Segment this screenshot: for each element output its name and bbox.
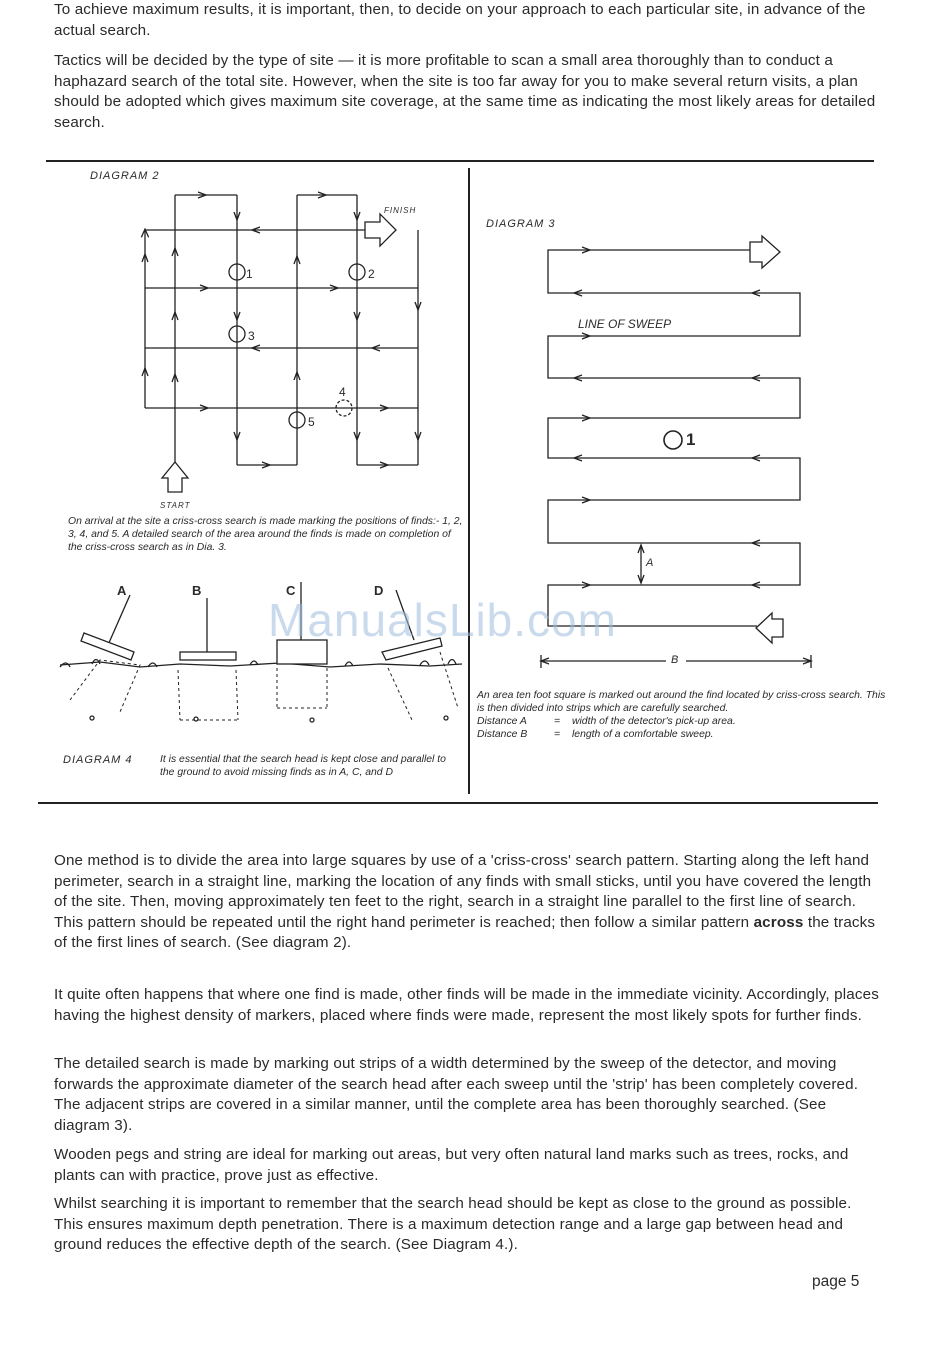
diagram-2-label: DIAGRAM 2 xyxy=(90,170,160,182)
body-paragraph-detailed-search: The detailed search is made by marking out strips of a width determined by the sweep of the detector, and moving forwards the approximate diameter of the search head after each sweep until the 'strip' has been completely covered. The adjacent strips are covered in a similar manner, until the complete area has been thoroughly searched. (See diagram 3). xyxy=(54,1055,859,1134)
intro-paragraph-2: Tactics will be decided by the type of site — it is more profitable to scan a small area thoroughly than to conduct a haphazard search of the total site. However, when the site is too far away for you to make several return visits, a plan should be adopted which gives maximum site coverage, at the same time as indicating the most likely areas for detailed search. xyxy=(54,52,876,131)
find-marker-4: 4 xyxy=(339,385,346,399)
find-marker-2: 2 xyxy=(368,267,375,281)
distance-b-eq: = xyxy=(554,729,561,740)
head-label-b: B xyxy=(192,583,202,598)
line-of-sweep-label: LINE OF SWEEP xyxy=(578,317,672,331)
find-marker-3: 3 xyxy=(248,329,255,343)
distance-b-label-def: Distance B xyxy=(477,729,528,740)
start-label: START xyxy=(160,501,191,510)
diagram-3-caption: An area ten foot square is marked out around the find located by criss-cross search. This is then divided into strips which are carefully searched. xyxy=(477,690,886,714)
diagram-4-label: DIAGRAM 4 xyxy=(63,754,133,766)
body-paragraph-pegs: Wooden pegs and string are ideal for marking out areas, but very often natural land marks such as trees, rocks, and plants can with practice, prove just as effective. xyxy=(54,1146,849,1184)
head-label-d: D xyxy=(374,583,384,598)
body-paragraph-search-head: Whilst searching it is important to remember that the search head should be kept as close to the ground as possible. This ensures maximum depth penetration. There is a maximum detection range and a large gap between head and ground reduces the effective depth of the search. (See Diagram 4.). xyxy=(54,1195,852,1253)
diagram-3-label: DIAGRAM 3 xyxy=(486,218,556,230)
body-paragraph-vicinity: It quite often happens that where one find is made, other finds will be made in the immediate vicinity. Accordingly, places having the highest density of markers, placed where finds were made, represent the most likely spots for further finds. xyxy=(54,986,879,1024)
distance-b-label: B xyxy=(671,654,679,666)
distance-a-label-def: Distance A xyxy=(477,716,527,727)
body-paragraph-criss-cross: One method is to divide the area into large squares by use of a 'criss-cross' search pattern. Starting along the left hand perimeter, search in a straight line, marking the location of any finds with small sticks, until you have covered the length of the site. Then, moving approximately ten feet to the right, search in a straight line parallel to the first line of search. This pattern should be repeated until the right hand perimeter is reached; then follow a similar pattern across the tracks of the first lines of search. (See diagram 2). xyxy=(54,852,876,951)
watermark: ManualsLib.com xyxy=(268,594,617,646)
diagram-4-caption: It is essential that the search head is kept close and parallel to the ground to avoid missing finds as in A, C, and D xyxy=(160,754,446,778)
head-label-a: A xyxy=(117,583,127,598)
find-marker-5: 5 xyxy=(308,415,315,429)
diagram-3-find-marker: 1 xyxy=(686,430,696,449)
find-marker-1: 1 xyxy=(246,267,253,281)
head-label-c: C xyxy=(286,583,296,598)
distance-a-label: A xyxy=(646,557,654,569)
diagram-2-caption: On arrival at the site a criss-cross search is made marking the positions of finds:- 1, 2, 3, 4, and 5. A detailed search of the area around the finds is made on completion of the criss-cross search as in Dia. 3. xyxy=(68,516,463,553)
figure-bottom-rule xyxy=(38,802,878,804)
distance-a-eq: = xyxy=(554,716,561,727)
distance-b-definition: length of a comfortable sweep. xyxy=(572,729,714,740)
intro-paragraph-1: To achieve maximum results, it is important, then, to decide on your approach to each particular site, in advance of the actual search. xyxy=(54,1,866,39)
finish-label: FINISH xyxy=(384,206,417,215)
distance-a-definition: width of the detector's pick-up area. xyxy=(572,716,736,727)
page-number: page 5 xyxy=(812,1273,860,1290)
